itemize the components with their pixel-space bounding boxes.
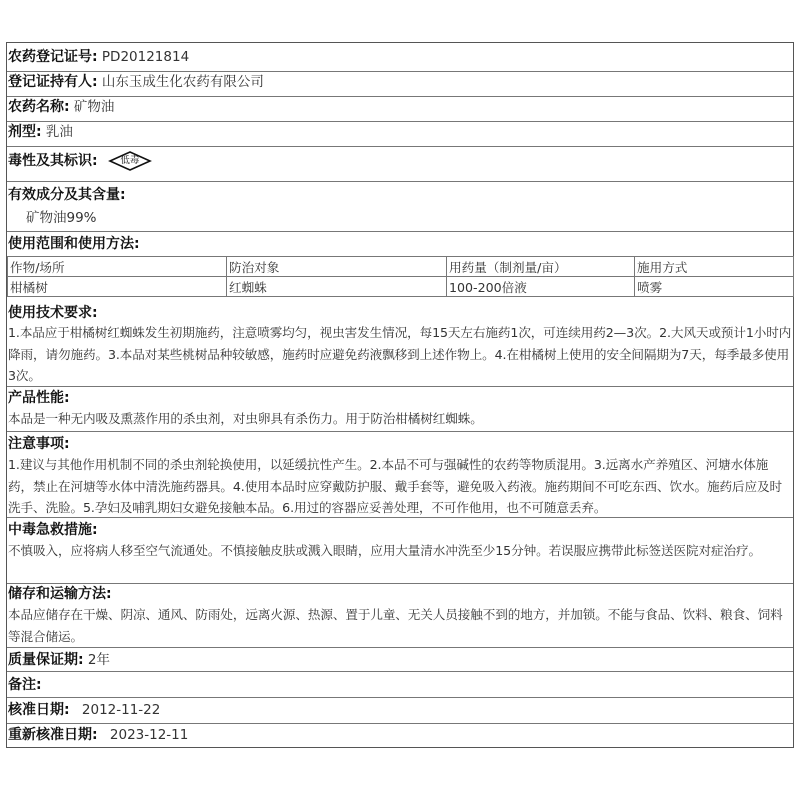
holder-value: 山东玉成生化农药有限公司 [101,74,264,90]
registration-no-label: 农药登记证号: [8,49,98,65]
table-cell: 红蜘蛛 [227,277,447,297]
divider [7,671,793,672]
toxicity-row [8,150,152,172]
first-aid-text: 不慎吸入，应将病人移至空气流通处。不慎接触皮肤或溅入眼睛，应用大量清水冲洗至少15分钟。若误服应携带此标签送医院对症治疗。 [8,543,761,558]
first-aid-label: 中毒急救措施: [8,522,98,538]
reapproval-date-row [8,725,188,745]
table-cell: 100-200倍液 [447,277,635,297]
tech-requirements-text: 1.本品应于柑橘树红蜘蛛发生初期施药，注意喷雾均匀，视虫害发生情况，每15天左右施药1次，可连续用药2—3次。2.大风天或预计1小时内降雨，请勿施药。3.本品对某些桃树品种较敏感，施药时应避免药液飘移到上述作物上。4.在柑橘树上使用的安全间隔期为7天，每季最多使用3次。 [8,325,792,383]
pesticide-name-label: 农药名称: [8,99,70,115]
performance-text: 本品是一种无内吸及熏蒸作用的杀虫剂，对虫卵具有杀伤力。用于防治柑橘树红蜘蛛。 [8,411,483,426]
divider [7,121,793,122]
warranty-value: 2年 [87,652,110,668]
table-header-cell: 用药量（制剂量/亩） [447,257,635,277]
divider [7,583,793,584]
formulation-value: 乳油 [45,124,73,140]
divider [7,96,793,97]
table-header-cell: 施用方式 [635,257,794,277]
divider [7,723,793,724]
usage-label-row [8,234,140,254]
divider [7,517,793,518]
divider [7,146,793,147]
registration-no-value: PD20121814 [101,49,190,65]
divider [7,181,793,182]
ingredients-label-row [8,185,126,205]
approval-date-value: 2012-11-22 [81,702,161,718]
tech-requirements-label: 使用技术要求: [8,305,98,321]
table-cell: 柑橘树 [8,277,227,297]
ingredients-value: 矿物油99% [26,210,97,226]
table-header-cell: 防治对象 [227,257,447,277]
storage-label: 储存和运输方法: [8,586,112,602]
table-header-row [8,257,794,277]
ingredients-value-row [26,208,97,228]
remarks-row [8,675,42,695]
divider [7,647,793,648]
low-toxicity-badge [108,150,152,172]
pesticide-name-row [8,97,114,117]
approval-date-label: 核准日期: [8,702,70,718]
formulation-label: 剂型: [8,124,42,140]
divider [7,431,793,432]
tech-requirements-label-row [8,303,98,323]
table-header-cell: 作物/场所 [8,257,227,277]
precautions-text: 1.建议与其他作用机制不同的杀虫剂轮换使用，以延缓抗性产生。2.本品不可与强碱性的农药等物质混用。3.远离水产养殖区、河塘水体施药，禁止在河塘等水体中清洗施药器具。4.使用本品时应穿戴防护服、戴手套等，避免吸入药液。施药期间不可吃东西、饮水。施药后应及时洗手、洗脸。5.孕妇及哺乳期妇女避免接触本品。6.用过的容器应妥善处理，不可作他用，也不可随意丢弃。 [8,457,782,515]
reapproval-date-label: 重新核准日期: [8,727,98,743]
performance-label-row [8,388,70,408]
usage-label: 使用范围和使用方法: [8,236,140,252]
toxicity-badge-text: 低毒 [120,155,140,166]
first-aid-label-row [8,520,98,540]
warranty-label: 质量保证期: [8,652,84,668]
divider [7,386,793,387]
precautions-label: 注意事项: [8,436,70,452]
divider [7,697,793,698]
holder-row [8,72,264,92]
formulation-row [8,122,73,142]
reapproval-date-value: 2023-12-11 [109,727,189,743]
registration-no-row [8,47,189,67]
storage-label-row [8,584,112,604]
ingredients-label: 有效成分及其含量: [8,187,126,203]
divider [7,231,793,232]
toxicity-label: 毒性及其标识: [8,153,98,169]
storage-text: 本品应储存在干燥、阴凉、通风、防雨处，远离火源、热源、置于儿童、无关人员接触不到的地方，并加锁。不能与食品、饮料、粮食、饲料等混合储运。 [8,607,783,644]
table-row [8,277,794,297]
pesticide-name-value: 矿物油 [73,99,115,115]
warranty-row [8,650,110,670]
remarks-label: 备注: [8,677,42,693]
approval-date-row [8,700,160,720]
holder-label: 登记证持有人: [8,74,98,90]
table-cell: 喷雾 [635,277,794,297]
performance-label: 产品性能: [8,390,70,406]
usage-table [7,256,794,297]
precautions-label-row [8,434,70,454]
